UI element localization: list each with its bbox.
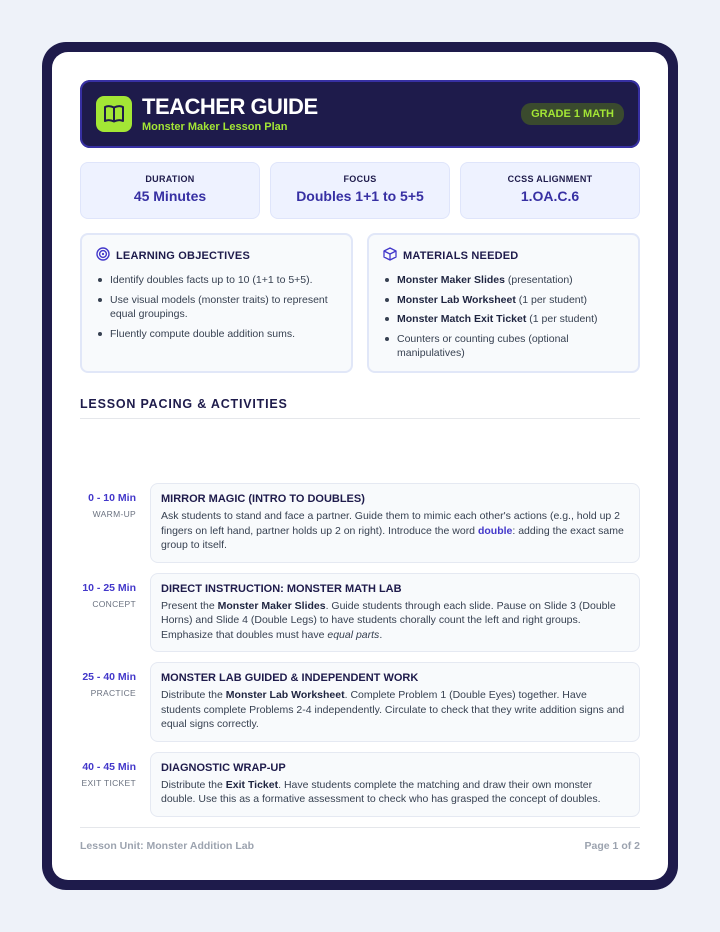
list-item: Counters or counting cubes (optional manipulatives) — [383, 332, 624, 361]
activity-card — [150, 662, 640, 742]
pacing-row — [80, 483, 640, 563]
book-icon — [96, 96, 132, 132]
pacing-timeline — [80, 483, 640, 817]
stat-label: CCSS ALIGNMENT — [507, 174, 593, 184]
time-range: 25 - 40 Min — [82, 671, 136, 683]
list-item: Fluently compute double addition sums. — [96, 327, 337, 342]
header-banner — [80, 80, 640, 148]
section-title: LESSON PACING & ACTIVITIES — [80, 397, 640, 419]
stat-value: 1.OA.C.6 — [520, 188, 580, 204]
stat-label: DURATION — [145, 174, 195, 184]
box-icon — [383, 247, 397, 264]
activity-title: DIRECT INSTRUCTION: MONSTER MATH LAB — [161, 582, 402, 595]
phase-label: WARM-UP — [92, 509, 136, 519]
stat-value: 45 Minutes — [133, 188, 207, 204]
time-range: 10 - 25 Min — [82, 581, 136, 594]
pacing-time — [80, 573, 150, 653]
list-item: Identify doubles facts up to 10 (1+1 to 5+5). — [96, 273, 337, 288]
activity-description: Present the Monster Maker Slides. Guide students through each slide. Pause on Slide 3 (Double Horns) and Slide 4 (Double Legs) to have students chorally count the left and right groups. Emphasize that doubles must have equal parts. — [161, 599, 616, 641]
activity-description: Ask students to stand and face a partner. Guide them to mimic each other's actions (e.g., hold up 2 fingers on left hand, partner holds up 2 on right). Introduce the word double: adding the exact same group to itself. — [161, 510, 624, 551]
pacing-row — [80, 752, 640, 817]
time-range: 0 - 10 Min — [88, 492, 136, 504]
objectives-card — [80, 233, 353, 373]
document-frame — [42, 42, 678, 890]
stat-focus — [270, 162, 450, 219]
materials-title: MATERIALS NEEDED — [403, 249, 519, 262]
footer-unit: Lesson Unit: Monster Addition Lab — [80, 840, 255, 852]
objectives-title: LEARNING OBJECTIVES — [116, 249, 250, 262]
document-page — [52, 52, 668, 880]
stat-value: Doubles 1+1 to 5+5 — [296, 188, 424, 204]
activity-title: MIRROR MAGIC (INTRO TO DOUBLES) — [161, 493, 365, 505]
pacing-time — [80, 752, 150, 817]
list-item: Monster Match Exit Ticket (1 per student) — [383, 312, 624, 327]
grade-badge: GRADE 1 MATH — [521, 103, 624, 125]
activity-title: MONSTER LAB GUIDED & INDEPENDENT WORK — [161, 672, 419, 684]
list-item: Monster Maker Slides (presentation) — [383, 273, 624, 288]
materials-card — [367, 233, 640, 373]
page-subtitle: Monster Maker Lesson Plan — [142, 121, 288, 133]
phase-label: CONCEPT — [92, 598, 136, 609]
list-item: Use visual models (monster traits) to represent equal groupings. — [96, 293, 337, 322]
pacing-time — [80, 662, 150, 742]
activity-card — [150, 752, 640, 817]
page-footer — [80, 827, 640, 852]
info-cards — [80, 233, 640, 373]
activity-title: DIAGNOSTIC WRAP-UP — [161, 761, 286, 774]
activity-card — [150, 483, 640, 563]
stat-ccss — [460, 162, 640, 219]
pacing-time — [80, 483, 150, 563]
activity-card — [150, 573, 640, 653]
list-item: Monster Lab Worksheet (1 per student) — [383, 293, 624, 308]
stat-duration — [80, 162, 260, 219]
pacing-row — [80, 573, 640, 653]
activity-description: Distribute the Exit Ticket. Have students complete the matching and draw their own monster double. Use this as a formative assessment to check who has grasped the concept of doubles. — [161, 778, 601, 805]
pacing-row — [80, 662, 640, 742]
page-title: TEACHER GUIDE — [142, 94, 318, 119]
stats-bar — [80, 162, 640, 219]
stat-label: FOCUS — [343, 174, 377, 184]
activity-description: Distribute the Monster Lab Worksheet. Complete Problem 1 (Double Eyes) together. Have students complete Problems 2-4 independently. Circulate to check that they write addition signs and equal signs correctly. — [161, 689, 625, 730]
page-number: Page 1 of 2 — [584, 840, 640, 852]
phase-label: PRACTICE — [90, 688, 136, 698]
time-range: 40 - 45 Min — [82, 760, 136, 773]
target-icon — [96, 247, 110, 264]
phase-label: EXIT TICKET — [81, 777, 136, 788]
